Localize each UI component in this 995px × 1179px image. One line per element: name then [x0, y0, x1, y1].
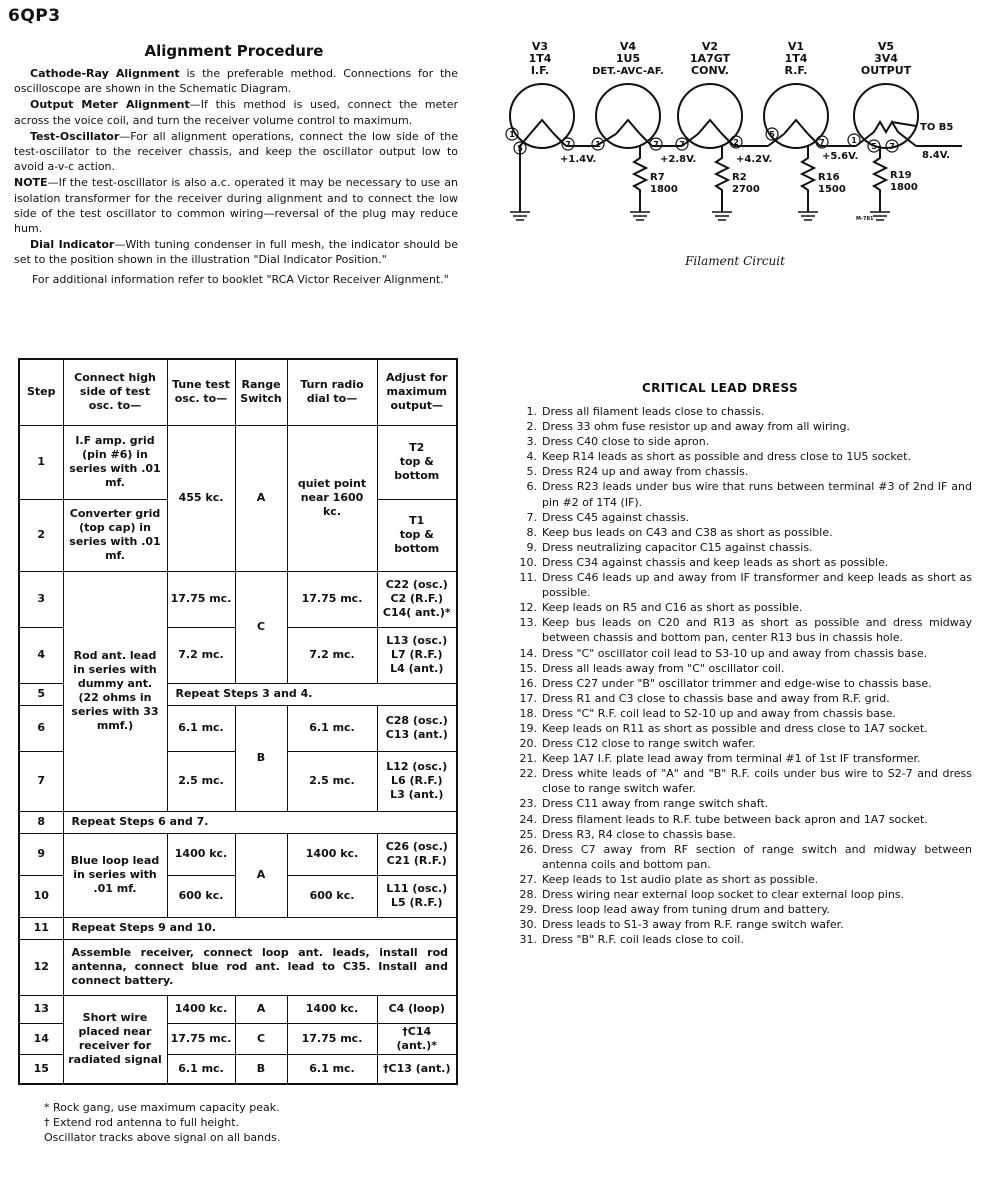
step-cell: 8: [19, 811, 63, 833]
list-item-text: Keep 1A7 I.F. plate lead away from terminal #1 of 1st IF transformer.: [542, 752, 921, 766]
adjust-line: top & bottom: [394, 455, 440, 482]
paragraph-label: NOTE: [14, 176, 48, 190]
tube-function: OUTPUT: [860, 64, 912, 77]
alignment-title: Alignment Procedure: [144, 42, 324, 60]
adjust-line: top & bottom: [394, 528, 440, 555]
adjust-line: T2: [409, 441, 425, 454]
paragraph-text: —If the test-oscillator is also a.c. operated it may be necessary to use an isolation transformer for the receiver during alignment and to connect the low side of the test oscillator to common wiring—reversal of the plug may reduce hum.: [14, 176, 458, 236]
critical-lead-dress-list: [512, 404, 972, 947]
adjust-cell: [377, 571, 457, 627]
step-cell: 1: [19, 425, 63, 499]
adjust-line: L3 (ant.): [390, 788, 444, 801]
step-cell: 12: [19, 939, 63, 995]
list-item-text: Dress "C" R.F. coil lead to S2-10 up and away from chassis base.: [542, 706, 896, 720]
paragraph-label: Output Meter Alignment: [30, 98, 190, 112]
dial-cell: 7.2 mc.: [287, 627, 377, 683]
list-item: [512, 932, 972, 947]
resistor-name: R19: [890, 170, 912, 181]
alignment-paragraph: [14, 66, 458, 96]
footnote: * Rock gang, use maximum capacity peak.: [44, 1101, 280, 1114]
alignment-paragraph: [14, 129, 458, 175]
adjust-cell: [377, 627, 457, 683]
model-number: 6QP3: [8, 6, 61, 26]
list-item-number: 29.: [519, 903, 537, 917]
list-item: [512, 646, 972, 661]
list-item-number: 7.: [526, 510, 537, 524]
resistor-name: R16: [818, 172, 840, 183]
list-item: [512, 902, 972, 917]
dial-cell: 6.1 mc.: [287, 1054, 377, 1084]
tune-cell: 455 kc.: [167, 425, 235, 571]
pin-number: 7: [653, 140, 659, 149]
repeat-note: Repeat Steps 9 and 10.: [63, 917, 457, 939]
list-item-number: 5.: [526, 465, 537, 479]
footnote: † Extend rod antenna to full height.: [44, 1116, 240, 1129]
tube-envelope: [854, 84, 918, 148]
tune-cell: 1400 kc.: [167, 833, 235, 875]
adjust-cell: [377, 875, 457, 917]
list-item-text: Dress white leads of "A" and "B" R.F. coils under bus wire to S2-7 and dress close to range switch wafer.: [542, 767, 972, 796]
list-item-text: Dress C45 against chassis.: [542, 510, 690, 524]
pin-number: 1: [851, 136, 857, 145]
header-adjust: Adjust for maximum output—: [377, 359, 457, 425]
list-item-number: 1.: [526, 405, 537, 418]
list-item-number: 26.: [519, 842, 537, 856]
list-item: [512, 812, 972, 827]
list-item-number: 25.: [519, 827, 537, 841]
list-item: [512, 676, 972, 691]
list-item-number: 10.: [519, 555, 537, 569]
list-item-number: 23.: [519, 797, 537, 811]
list-item: [512, 555, 972, 570]
dial-cell: 17.75 mc.: [287, 571, 377, 627]
tune-cell: 7.2 mc.: [167, 627, 235, 683]
tune-cell: 6.1 mc.: [167, 705, 235, 751]
list-item-text: Dress "C" oscillator coil lead to S3-10 up and away from chassis base.: [542, 646, 928, 660]
filament-wire: [892, 122, 916, 126]
adjust-line: L6 (R.F.): [391, 774, 443, 787]
list-item-text: Dress filament leads to R.F. tube between back apron and 1A7 socket.: [542, 812, 928, 826]
adjust-cell: [377, 833, 457, 875]
list-item: [512, 872, 972, 887]
connect-cell: Converter grid (top cap) in series with .01 mf.: [63, 499, 167, 571]
list-item-text: Dress C34 against chassis and keep leads as short as possible.: [542, 555, 889, 569]
list-item-number: 31.: [519, 933, 537, 947]
adjust-line: C22 (osc.): [385, 578, 448, 591]
list-item-number: 11.: [519, 571, 537, 585]
tune-cell: 1400 kc.: [167, 995, 235, 1023]
adjust-line: L11 (osc.): [386, 882, 448, 895]
list-item: [512, 691, 972, 706]
resistor-r7: [634, 152, 646, 212]
tube-function: DET.-AVC-AF.: [592, 66, 664, 77]
range-cell: B: [235, 705, 287, 811]
header-range: Range Switch: [235, 359, 287, 425]
list-item: [512, 449, 972, 464]
range-cell: B: [235, 1054, 287, 1084]
list-item-number: 15.: [519, 661, 537, 675]
voltage-label: +5.6V.: [822, 151, 859, 162]
list-item-text: Dress C46 leads up and away from IF transformer and keep leads as short as possible.: [542, 571, 972, 600]
filament-symbol: [784, 120, 808, 134]
dial-cell: 1400 kc.: [287, 833, 377, 875]
resistor-r16: [802, 152, 814, 212]
assemble-note: Assemble receiver, connect loop ant. leads, install rod antenna, connect blue rod ant. lead to C35. Install and connect battery.: [63, 939, 457, 995]
table-row: [19, 811, 457, 833]
list-item-number: 22.: [519, 767, 537, 781]
list-item-text: Keep bus leads on C43 and C38 as short as possible.: [542, 525, 833, 539]
list-item-text: Dress "B" R.F. coil leads close to coil.: [542, 933, 744, 947]
list-item: [512, 615, 972, 645]
range-cell: C: [235, 571, 287, 683]
tube-envelope: [510, 84, 574, 148]
paragraph-text: —If this method is used, connect the meter across the voice coil, and turn the receiver volume control to maximum.: [14, 98, 458, 127]
connect-cell: I.F amp. grid (pin #6) in series with .01 mf.: [63, 425, 167, 499]
tube-name: V4: [619, 40, 637, 53]
list-item-number: 19.: [519, 721, 537, 735]
ground-symbol: [712, 212, 732, 220]
step-cell: 3: [19, 571, 63, 627]
tune-cell: 2.5 mc.: [167, 751, 235, 811]
list-item-number: 18.: [519, 706, 537, 720]
list-item-number: 17.: [519, 691, 537, 705]
adjust-cell: C4 (loop): [377, 995, 457, 1023]
list-item-text: Dress C27 under "B" oscillator trimmer and edge-wise to chassis base.: [542, 676, 932, 690]
header-tune: Tune test osc. to—: [167, 359, 235, 425]
adjust-cell: [377, 499, 457, 571]
list-item-text: Dress leads to S1-3 away from R.F. range switch wafer.: [542, 918, 844, 932]
ground-symbol: [510, 212, 530, 220]
adjust-line: C21 (R.F.): [386, 854, 447, 867]
list-item-number: 24.: [519, 812, 537, 826]
tune-cell: 17.75 mc.: [167, 571, 235, 627]
range-cell: A: [235, 833, 287, 917]
tube-name: V5: [877, 40, 895, 53]
connect-cell: Blue loop lead in series with .01 mf.: [63, 833, 167, 917]
dial-cell: 17.75 mc.: [287, 1023, 377, 1054]
diagram-reference: M-781: [856, 216, 874, 222]
pin-number: 7: [679, 140, 685, 149]
footnote: Oscillator tracks above signal on all bands.: [44, 1131, 281, 1144]
list-item: [512, 796, 972, 811]
range-cell: C: [235, 1023, 287, 1054]
table-header-row: [19, 359, 457, 425]
pin-number: 5: [871, 142, 877, 151]
voltage-label: 8.4V.: [922, 150, 950, 161]
tune-cell: 17.75 mc.: [167, 1023, 235, 1054]
filament-circuit-diagram: [500, 34, 970, 244]
list-item-number: 2.: [526, 420, 537, 434]
list-item-text: Keep leads on R5 and C16 as short as possible.: [542, 601, 803, 615]
step-cell: 7: [19, 751, 63, 811]
dial-cell: 1400 kc.: [287, 995, 377, 1023]
resistor-r19: [874, 152, 886, 212]
ground-symbol: [630, 212, 650, 220]
list-item-text: Dress neutralizing capacitor C15 against chassis.: [542, 540, 813, 554]
table-row: [19, 917, 457, 939]
tube-type: 1T4: [528, 52, 552, 65]
table-row: [19, 939, 457, 995]
adjust-line: C13 (ant.): [385, 728, 448, 741]
adjust-cell: †C13 (ant.): [377, 1054, 457, 1084]
header-connect: Connect high side of test osc. to—: [63, 359, 167, 425]
range-cell: A: [235, 425, 287, 571]
list-item-text: Keep bus leads on C20 and R13 as short as possible and dress midway between chassis and bottom pan, center R13 bus in chassis hole.: [542, 616, 972, 645]
list-item-number: 8.: [526, 525, 537, 539]
dial-cell: quiet point near 1600 kc.: [287, 425, 377, 571]
list-item-number: 27.: [519, 872, 537, 886]
adjust-line: L13 (osc.): [386, 634, 448, 647]
adjust-line: T1: [409, 514, 425, 527]
header-step: Step: [19, 359, 63, 425]
dial-cell: 2.5 mc.: [287, 751, 377, 811]
resistor-value: 2700: [732, 184, 760, 195]
filament-symbol: [530, 120, 554, 134]
list-item-number: 28.: [519, 888, 537, 901]
paragraph-label: Cathode-Ray Alignment: [30, 67, 180, 80]
adjust-line: L7 (R.F.): [391, 648, 443, 661]
list-item: [512, 510, 972, 525]
alignment-paragraph: [14, 97, 458, 127]
list-item: [512, 570, 972, 600]
list-item-number: 13.: [519, 616, 537, 630]
list-item-text: Dress loop lead away from tuning drum and battery.: [542, 903, 830, 917]
adjust-cell: [377, 751, 457, 811]
list-item-number: 3.: [526, 435, 537, 449]
list-item: [512, 540, 972, 555]
dial-cell: 600 kc.: [287, 875, 377, 917]
list-item: [512, 525, 972, 540]
list-item-text: Keep leads to 1st audio plate as short as possible.: [542, 872, 819, 886]
resistor-value: 1800: [890, 182, 918, 193]
adjust-line: C14( ant.)*: [382, 606, 451, 619]
list-item-number: 14.: [519, 646, 537, 660]
filament-symbol: [698, 120, 722, 134]
list-item-text: Keep leads on R11 as short as possible and dress close to 1A7 socket.: [542, 721, 928, 735]
paragraph-text: is the preferable method. Connections for the oscilloscope are shown in the Schematic Diagram.: [14, 67, 459, 96]
tube-type: 3V4: [874, 52, 898, 65]
list-item: [512, 736, 972, 751]
adjust-cell: †C14 (ant.)*: [377, 1023, 457, 1054]
list-item: [512, 434, 972, 449]
list-item: [512, 464, 972, 479]
list-item: [512, 661, 972, 676]
tube-function: CONV.: [691, 64, 729, 77]
ground-symbol: [798, 212, 818, 220]
filament-symbol: [874, 122, 898, 132]
tune-cell: 600 kc.: [167, 875, 235, 917]
list-item-number: 9.: [526, 540, 537, 554]
list-item-text: Dress 33 ohm fuse resistor up and away from all wiring.: [542, 420, 851, 434]
paragraph-label: Test-Oscillator: [30, 129, 120, 143]
list-item: [512, 479, 972, 509]
step-cell: 11: [19, 917, 63, 939]
list-item-text: Dress wiring near external loop socket to clear external loop pins.: [542, 888, 905, 901]
dial-cell: 6.1 mc.: [287, 705, 377, 751]
alignment-table: [18, 358, 458, 1085]
list-item: [512, 600, 972, 615]
list-item: [512, 404, 972, 419]
list-item: [512, 917, 972, 932]
header-dial: Turn radio dial to—: [287, 359, 377, 425]
resistor-value: 1800: [650, 184, 678, 195]
resistor-name: R7: [650, 172, 665, 183]
table-row: [19, 995, 457, 1023]
step-cell: 2: [19, 499, 63, 571]
step-cell: 6: [19, 705, 63, 751]
voltage-label: +4.2V.: [736, 154, 773, 165]
resistor-r2: [716, 152, 728, 212]
table-row: [19, 425, 457, 499]
adjust-line: C28 (osc.): [385, 714, 448, 727]
resistor-value: 1500: [818, 184, 846, 195]
list-item: [512, 419, 972, 434]
tube-function: R.F.: [784, 64, 808, 77]
tube-name: V3: [531, 40, 549, 53]
step-cell: 5: [19, 683, 63, 705]
list-item: [512, 751, 972, 766]
list-item-number: 21.: [519, 752, 537, 766]
pin-number: 7: [565, 140, 571, 149]
list-item-text: Dress C11 away from range switch shaft.: [542, 797, 769, 811]
list-item-text: Dress C12 close to range switch wafer.: [542, 737, 756, 751]
tune-cell: 6.1 mc.: [167, 1054, 235, 1084]
paragraph-text: —For all alignment operations, connect the low side of the test-oscillator to the receiver chassis, and keep the oscillator output low to avoid a-v-c action.: [14, 129, 458, 174]
list-item-text: Dress R24 up and away from chassis.: [542, 465, 749, 479]
pin-number: 1: [595, 140, 601, 149]
list-item-number: 6.: [526, 480, 537, 494]
step-cell: 14: [19, 1023, 63, 1054]
list-item-number: 30.: [519, 918, 537, 932]
connect-cell: Rod ant. lead in series with dummy ant. (22 ohms in series with 33 mmf.): [63, 571, 167, 811]
list-item-text: Dress R1 and C3 close to chassis base and away from R.F. grid.: [542, 691, 890, 705]
tube-envelope: [596, 84, 660, 148]
alignment-paragraph: [14, 237, 458, 267]
voltage-label: +2.8V.: [660, 154, 697, 165]
tube-function: I.F.: [530, 64, 550, 77]
paragraph-text: —With tuning condenser in full mesh, the indicator should be set to the position shown in the illustration "Dial Indicator Position.": [14, 238, 458, 267]
table-row: [19, 833, 457, 875]
list-item: [512, 766, 972, 796]
pin-number: 5: [769, 130, 775, 139]
list-item-text: Dress all filament leads close to chassis.: [542, 405, 765, 418]
connect-cell: Short wire placed near receiver for radiated signal: [63, 995, 167, 1084]
adjust-line: C26 (osc.): [385, 840, 448, 853]
adjust-line: C2 (R.F.): [390, 592, 444, 605]
filament-symbol: [616, 120, 640, 134]
list-item-text: Dress C40 close to side apron.: [542, 435, 710, 449]
critical-lead-dress-title: CRITICAL LEAD DRESS: [641, 381, 799, 395]
adjust-cell: [377, 705, 457, 751]
paragraph-label: Dial Indicator: [30, 238, 115, 252]
list-item: [512, 842, 972, 872]
list-item-number: 12.: [519, 601, 537, 615]
step-cell: 4: [19, 627, 63, 683]
tube-name: V2: [701, 40, 719, 53]
list-item-text: Dress all leads away from "C" oscillator coil.: [542, 661, 785, 675]
filament-circuit-caption: Filament Circuit: [685, 254, 785, 268]
list-item: [512, 706, 972, 721]
list-item: [512, 827, 972, 842]
step-cell: 13: [19, 995, 63, 1023]
adjust-cell: [377, 425, 457, 499]
list-item: [512, 721, 972, 736]
list-item-text: Keep R14 leads as short as possible and dress close to 1U5 socket.: [542, 450, 911, 464]
pin-number: 1: [509, 130, 515, 139]
repeat-note: Repeat Steps 3 and 4.: [167, 683, 457, 705]
table-row: [19, 571, 457, 627]
ground-symbols: [510, 212, 890, 220]
adjust-line: L4 (ant.): [390, 662, 444, 675]
list-item-text: Dress R23 leads under bus wire that runs between terminal #3 of 2nd IF and pin #2 of 1T4 (IF).: [542, 480, 972, 509]
resistor-name: R2: [732, 172, 747, 183]
tube-type: 1A7GT: [689, 52, 731, 65]
list-item-text: Dress C7 away from RF section of range switch and midway between antenna coils and bottom pan.: [542, 842, 972, 871]
step-cell: 15: [19, 1054, 63, 1084]
repeat-note: Repeat Steps 6 and 7.: [63, 811, 457, 833]
list-item: [512, 887, 972, 902]
table-footnotes: [44, 1100, 464, 1145]
tube-type: 1T4: [784, 52, 808, 65]
pin-number: 5: [517, 144, 523, 153]
pin-number: 7: [819, 138, 825, 147]
alignment-paragraph: [14, 175, 458, 236]
adjust-line: L5 (R.F.): [391, 896, 443, 909]
list-item-number: 20.: [519, 737, 537, 751]
pin-number: 2: [733, 138, 739, 147]
list-item-number: 4.: [526, 450, 537, 464]
step-cell: 10: [19, 875, 63, 917]
tube-type: 1U5: [615, 52, 641, 65]
alignment-instructions: [14, 66, 458, 288]
step-cell: 9: [19, 833, 63, 875]
alignment-closing: For additional information refer to booklet "RCA Victor Receiver Alignment.": [32, 272, 449, 286]
list-item-text: Dress R3, R4 close to chassis base.: [542, 827, 736, 841]
adjust-line: L12 (osc.): [386, 760, 448, 773]
voltage-label: +1.4V.: [560, 154, 597, 165]
pin-number: 7: [889, 142, 895, 151]
to-b-label: TO B5: [920, 122, 954, 133]
list-item-number: 16.: [519, 676, 537, 690]
tube-name: V1: [787, 40, 805, 53]
range-cell: A: [235, 995, 287, 1023]
